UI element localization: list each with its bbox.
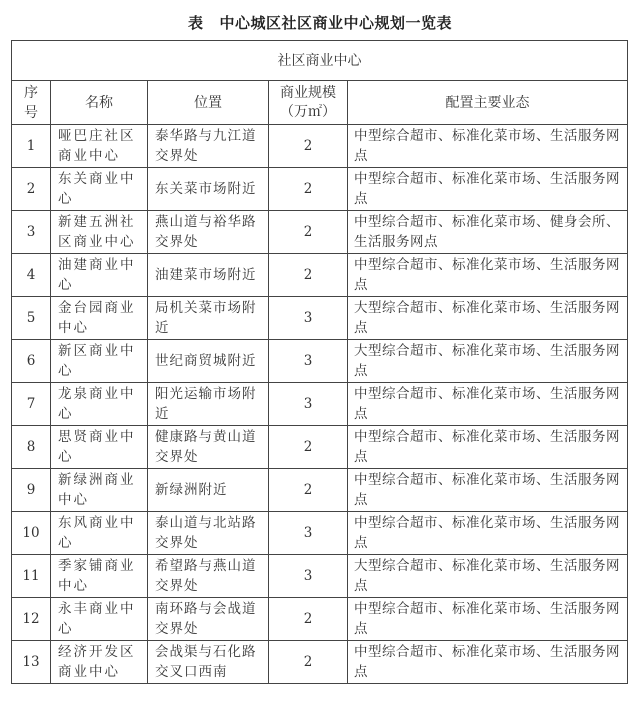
table-row [12, 125, 628, 168]
center-location: 阳光运输市场附近 [148, 383, 269, 426]
center-name: 思贤商业中心 [51, 426, 148, 469]
center-name: 新绿洲商业中心 [51, 469, 148, 512]
commercial-scale: 3 [269, 383, 348, 426]
row-number: 10 [12, 512, 51, 555]
commercial-scale: 2 [269, 168, 348, 211]
section-header: 社区商业中心 [12, 41, 628, 81]
center-name: 永丰商业中心 [51, 598, 148, 641]
col-header-scale: 商业规模 （万㎡） [269, 81, 348, 125]
center-name: 金台园商业中心 [51, 297, 148, 340]
commercial-scale: 2 [269, 598, 348, 641]
table-row [12, 297, 628, 340]
commercial-center-table [11, 40, 628, 684]
row-number: 3 [12, 211, 51, 254]
table-row [12, 555, 628, 598]
table-row [12, 168, 628, 211]
main-formats: 大型综合超市、标准化菜市场、生活服务网点 [348, 555, 628, 598]
main-formats: 中型综合超市、标准化菜市场、生活服务网点 [348, 254, 628, 297]
column-header-row [12, 81, 628, 125]
main-formats: 大型综合超市、标准化菜市场、生活服务网点 [348, 340, 628, 383]
center-location: 泰山道与北站路交界处 [148, 512, 269, 555]
table-row [12, 512, 628, 555]
main-formats: 中型综合超市、标准化菜市场、生活服务网点 [348, 641, 628, 684]
table-row [12, 211, 628, 254]
commercial-scale: 3 [269, 297, 348, 340]
main-formats: 大型综合超市、标准化菜市场、生活服务网点 [348, 297, 628, 340]
commercial-scale: 2 [269, 469, 348, 512]
main-formats: 中型综合超市、标准化菜市场、健身会所、生活服务网点 [348, 211, 628, 254]
commercial-scale: 2 [269, 254, 348, 297]
row-number: 6 [12, 340, 51, 383]
commercial-scale: 3 [269, 340, 348, 383]
commercial-scale: 2 [269, 125, 348, 168]
center-name: 东风商业中心 [51, 512, 148, 555]
main-formats: 中型综合超市、标准化菜市场、生活服务网点 [348, 383, 628, 426]
center-location: 会战渠与石化路交叉口西南 [148, 641, 269, 684]
center-location: 东关菜市场附近 [148, 168, 269, 211]
table-row [12, 641, 628, 684]
col-header-name: 名称 [51, 81, 148, 125]
row-number: 9 [12, 469, 51, 512]
center-location: 希望路与燕山道交界处 [148, 555, 269, 598]
commercial-scale: 2 [269, 211, 348, 254]
center-location: 南环路与会战道交界处 [148, 598, 269, 641]
center-name: 东关商业中心 [51, 168, 148, 211]
center-name: 新区商业中心 [51, 340, 148, 383]
row-number: 8 [12, 426, 51, 469]
table-row [12, 469, 628, 512]
center-name: 经济开发区商业中心 [51, 641, 148, 684]
row-number: 7 [12, 383, 51, 426]
row-number: 11 [12, 555, 51, 598]
center-name: 龙泉商业中心 [51, 383, 148, 426]
center-location: 燕山道与裕华路交界处 [148, 211, 269, 254]
table-row [12, 383, 628, 426]
center-location: 局机关菜市场附近 [148, 297, 269, 340]
main-formats: 中型综合超市、标准化菜市场、生活服务网点 [348, 469, 628, 512]
center-name: 季家铺商业中心 [51, 555, 148, 598]
center-name: 新建五洲社区商业中心 [51, 211, 148, 254]
main-formats: 中型综合超市、标准化菜市场、生活服务网点 [348, 168, 628, 211]
commercial-scale: 3 [269, 512, 348, 555]
table-row [12, 426, 628, 469]
row-number: 1 [12, 125, 51, 168]
commercial-scale: 3 [269, 555, 348, 598]
center-location: 油建菜市场附近 [148, 254, 269, 297]
commercial-scale: 2 [269, 426, 348, 469]
center-name: 油建商业中心 [51, 254, 148, 297]
caption-prefix: 表 [187, 14, 204, 32]
center-location: 泰华路与九江道交界处 [148, 125, 269, 168]
table-caption [0, 12, 640, 33]
row-number: 4 [12, 254, 51, 297]
col-header-no: 序号 [12, 81, 51, 125]
row-number: 12 [12, 598, 51, 641]
center-name: 哑巴庄社区商业中心 [51, 125, 148, 168]
table-row [12, 340, 628, 383]
section-header-row [12, 41, 628, 81]
center-location: 健康路与黄山道交界处 [148, 426, 269, 469]
row-number: 2 [12, 168, 51, 211]
main-formats: 中型综合超市、标准化菜市场、生活服务网点 [348, 512, 628, 555]
caption-text: 中心城区社区商业中心规划一览表 [219, 14, 453, 32]
main-formats: 中型综合超市、标准化菜市场、生活服务网点 [348, 426, 628, 469]
center-location: 新绿洲附近 [148, 469, 269, 512]
col-header-formats: 配置主要业态 [348, 81, 628, 125]
main-formats: 中型综合超市、标准化菜市场、生活服务网点 [348, 125, 628, 168]
row-number: 13 [12, 641, 51, 684]
center-location: 世纪商贸城附近 [148, 340, 269, 383]
row-number: 5 [12, 297, 51, 340]
col-header-location: 位置 [148, 81, 269, 125]
table-row [12, 598, 628, 641]
table-row [12, 254, 628, 297]
commercial-scale: 2 [269, 641, 348, 684]
main-formats: 中型综合超市、标准化菜市场、生活服务网点 [348, 598, 628, 641]
